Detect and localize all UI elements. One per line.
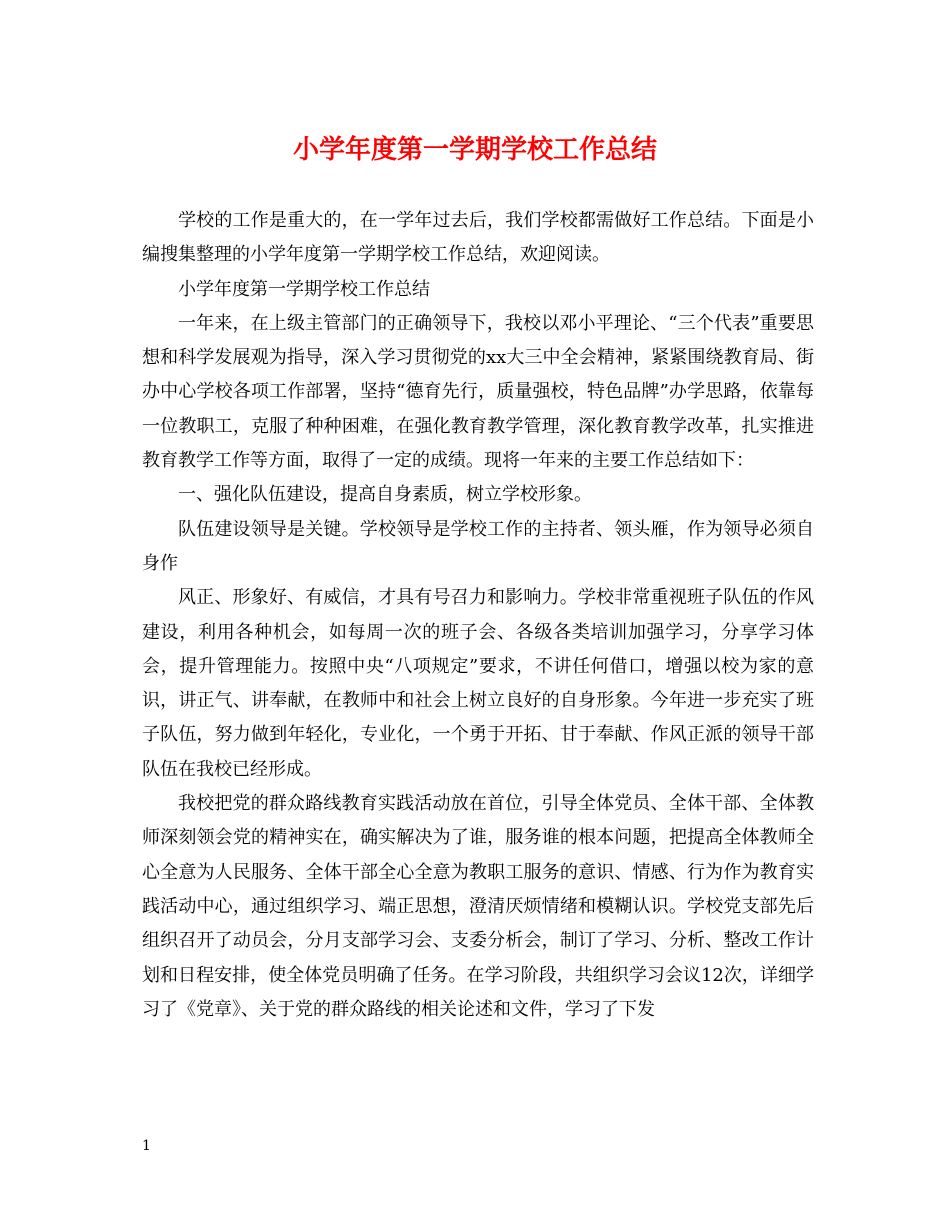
document-body [142,204,814,1027]
paragraph-party-activities: 我校把党的群众路线教育实践活动放在首位，引导全体党员、全体干部、全体教师深刻领会党的精神实在，确实解决为了谁，服务谁的根本问题，把提高全体教师全心全意为人民服务、全体干部全心全意为教职工服务的意识、情感、行为作为教育实践活动中心，通过组织学习、端正思想，澄清厌烦情绪和模糊认识。学校党支部先后组织召开了动员会，分月支部学习会、支委分析会，制订了学习、分析、整改工作计划和日程安排，使全体党员明确了任务。在学习阶段，共组织学习会议12次，详细学习了《党章》、关于党的群众路线的相关论述和文件，学习了下发 [142,793,814,1020]
document-title: 小学年度第一学期学校工作总结 [292,135,657,165]
paragraph-style-building: 风正、形象好、有威信，才具有号召力和影响力。学校非常重视班子队伍的作风建设，利用各种机会，如每周一次的班子会、各级各类培训加强学习，分享学习体会，提升管理能力。按照中央“八项规定”要求，不讲任何借口，增强以校为家的意识，讲正气、讲奉献，在教师中和社会上树立良好的自身形象。今年进一步充实了班子队伍，努力做到年轻化，专业化，一个勇于开拓、甘于奉献、作风正派的领导干部队伍在我校已经形成。 [142,587,814,780]
paragraph-leadership: 队伍建设领导是关键。学校领导是学校工作的主持者、领头雁，作为领导必须自身作 [142,518,814,574]
paragraph-section-heading: 一、强化队伍建设，提高自身素质，树立学校形象。 [178,484,592,506]
paragraph-intro: 学校的工作是重大的，在一学年过去后，我们学校都需做好工作总结。下面是小编搜集整理的小学年度第一学期学校工作总结，欢迎阅读。 [142,210,814,266]
paragraph-subtitle: 小学年度第一学期学校工作总结 [178,278,430,300]
paragraph-overview: 一年来，在上级主管部门的正确领导下，我校以邓小平理论、“三个代表”重要思想和科学发展观为指导，深入学习贯彻党的xx大三中全会精神，紧紧围绕教育局、街办中心学校各项工作部署，坚持“德育先行，质量强校，特色品牌”办学思路，依靠每一位教职工，克服了种种困难，在强化教育教学管理，深化教育教学改革，扎实推进教育教学工作等方面，取得了一定的成绩。现将一年来的主要工作总结如下： [142,312,814,472]
page-number: 1 [142,1138,151,1154]
